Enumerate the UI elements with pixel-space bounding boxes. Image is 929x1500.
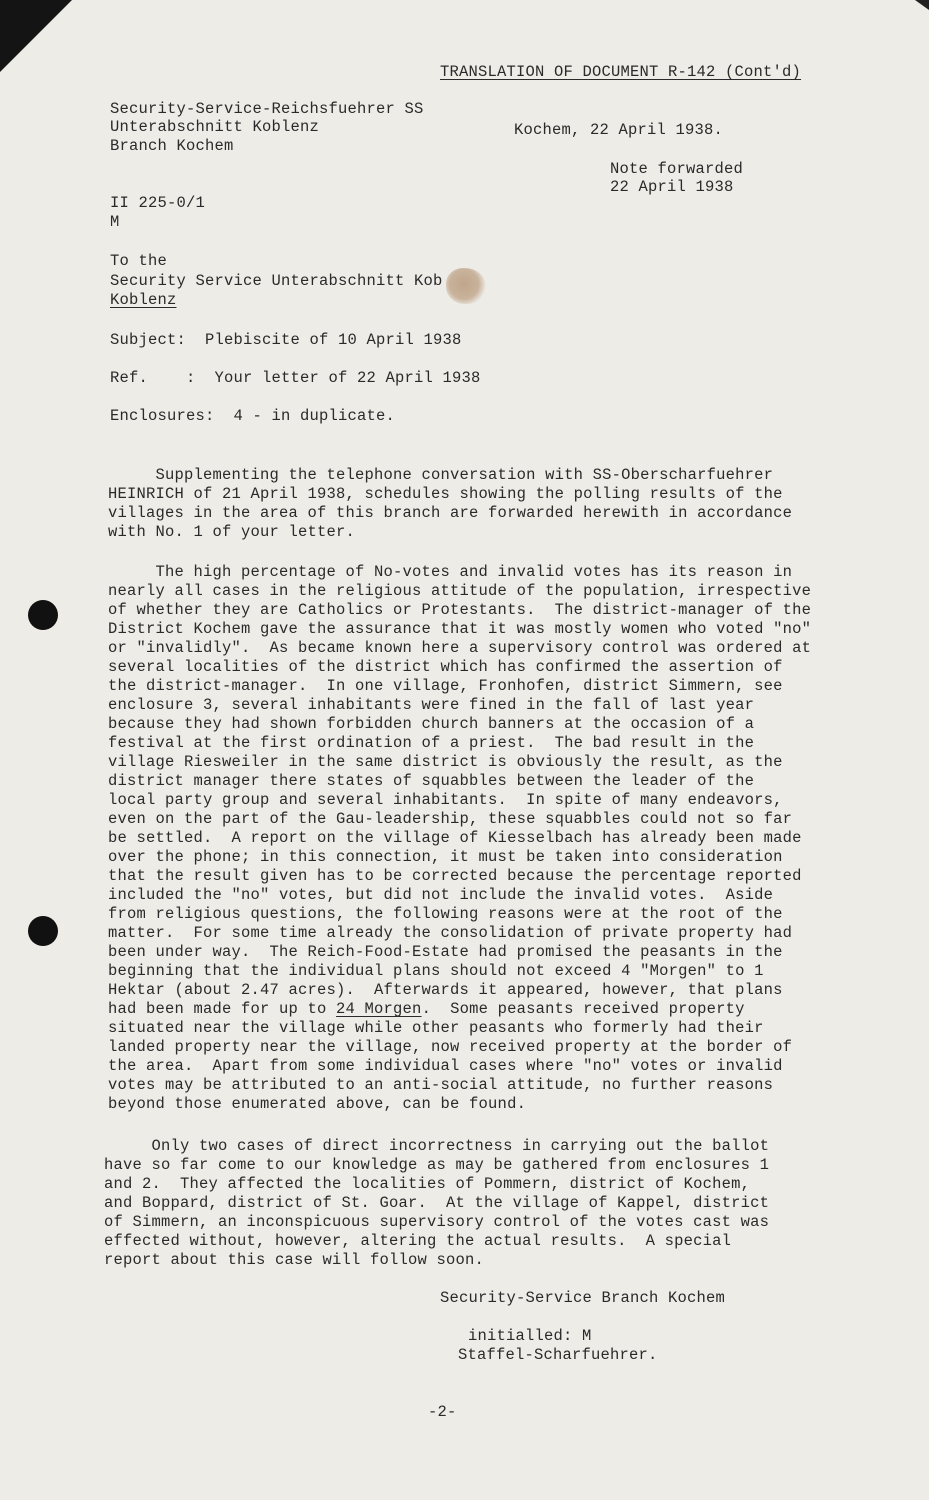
note-line: 22 April 1938: [610, 178, 734, 196]
torn-corner: [0, 0, 72, 72]
recipient-line: To the: [110, 252, 168, 270]
body-paragraph-3: Only two cases of direct incorrectness in carrying out the ballot have so far come to our knowledge as may be gathered from enclosures 1 and 2. They affected the localities of Pommern, district of Kochem, and Boppard, district of St. Goar. At the village of Kappel, district of Simmern, an inconspicuous supervisory control of the votes cast was effected without, however, altering the actual results. A special report about this case will follow soon.: [104, 1137, 770, 1269]
stain: [446, 268, 486, 304]
page-number: -2-: [428, 1403, 457, 1421]
punch-hole: [28, 600, 58, 630]
sender-line: Security-Service-Reichsfuehrer SS: [110, 100, 424, 118]
torn-corner-right: [915, 0, 929, 10]
punch-hole: [28, 916, 58, 946]
signature-initialled: initialled: M: [468, 1327, 592, 1345]
sender-line: Unterabschnitt Koblenz: [110, 118, 320, 136]
file-initial: M: [110, 213, 120, 231]
subject-line: Subject: Plebiscite of 10 April 1938: [110, 331, 462, 349]
signature-office: Security-Service Branch Kochem: [440, 1289, 726, 1307]
reference-line: Ref. : Your letter of 22 April 1938: [110, 369, 481, 387]
file-number: II 225-0/1: [110, 194, 206, 212]
underlined-term: 24 Morgen: [336, 1000, 422, 1018]
sender-line: Branch Kochem: [110, 137, 234, 155]
enclosures-line: Enclosures: 4 - in duplicate.: [110, 407, 396, 425]
note-line: Note forwarded: [610, 160, 744, 178]
signature-rank: Staffel-Scharfuehrer.: [458, 1346, 658, 1364]
document-header: TRANSLATION OF DOCUMENT R-142 (Cont'd): [440, 63, 802, 81]
body-paragraph-2: The high percentage of No-votes and invalid votes has its reason in nearly all cases in the religious attitude of the population, irrespective of whether they are Catholics or Protestants. The district-manager of the District Kochem gave the assurance that it was mostly women who voted "no" or "invalidly". As became known here a supervisory control was ordered at several localities of the district which has confirmed the assertion of the district-manager. In one village, Fronhofen, district Simmern, see enclosure 3, several inhabitants were fined in the fall of last year because they had shown forbidden church banners at the occasion of a festival at the first ordination of a priest. The bad result in the village Riesweiler in the same district is obviously the result, as the district manager there states of squabbles between the leader of the local party group and several inhabitants. In spite of many endeavors, even on the part of the Gau-leadership, these squabbles could not so far be settled. A report on the village of Kiesselbach has already been made over the phone; in this connection, it must be taken into consideration that the result given has to be corrected because the percentage reported included the "no" votes, but did not include the invalid votes. Aside from religious questions, the following reasons were at the root of the matter. For some time already the consolidation of private property had been under way. The Reich-Food-Estate had promised the peasants in the beginning that the individual plans should not exceed 4 "Morgen" to 1 Hektar (about 2.47 acres). Afterwards it appeared, however, that plans had been made for up to 24 Morgen. Some peasants received property situated near the village while other peasants who formerly had their landed property near the village, now received property at the border of the area. Apart from some individual cases where "no" votes or invalid votes may be attributed to an anti-social attitude, no further reasons beyond those enumerated above, can be found.: [108, 563, 812, 1113]
date-place: Kochem, 22 April 1938.: [514, 121, 724, 139]
recipient-line: Security Service Unterabschnitt Kob: [110, 272, 443, 290]
recipient-line: Koblenz: [110, 291, 177, 309]
body-paragraph-1: Supplementing the telephone conversation with SS-Oberscharfuehrer HEINRICH of 21 April 1938, schedules showing the polling results of the villages in the area of this branch are forwarded herewith in accordance with No. 1 of your letter.: [108, 466, 793, 541]
